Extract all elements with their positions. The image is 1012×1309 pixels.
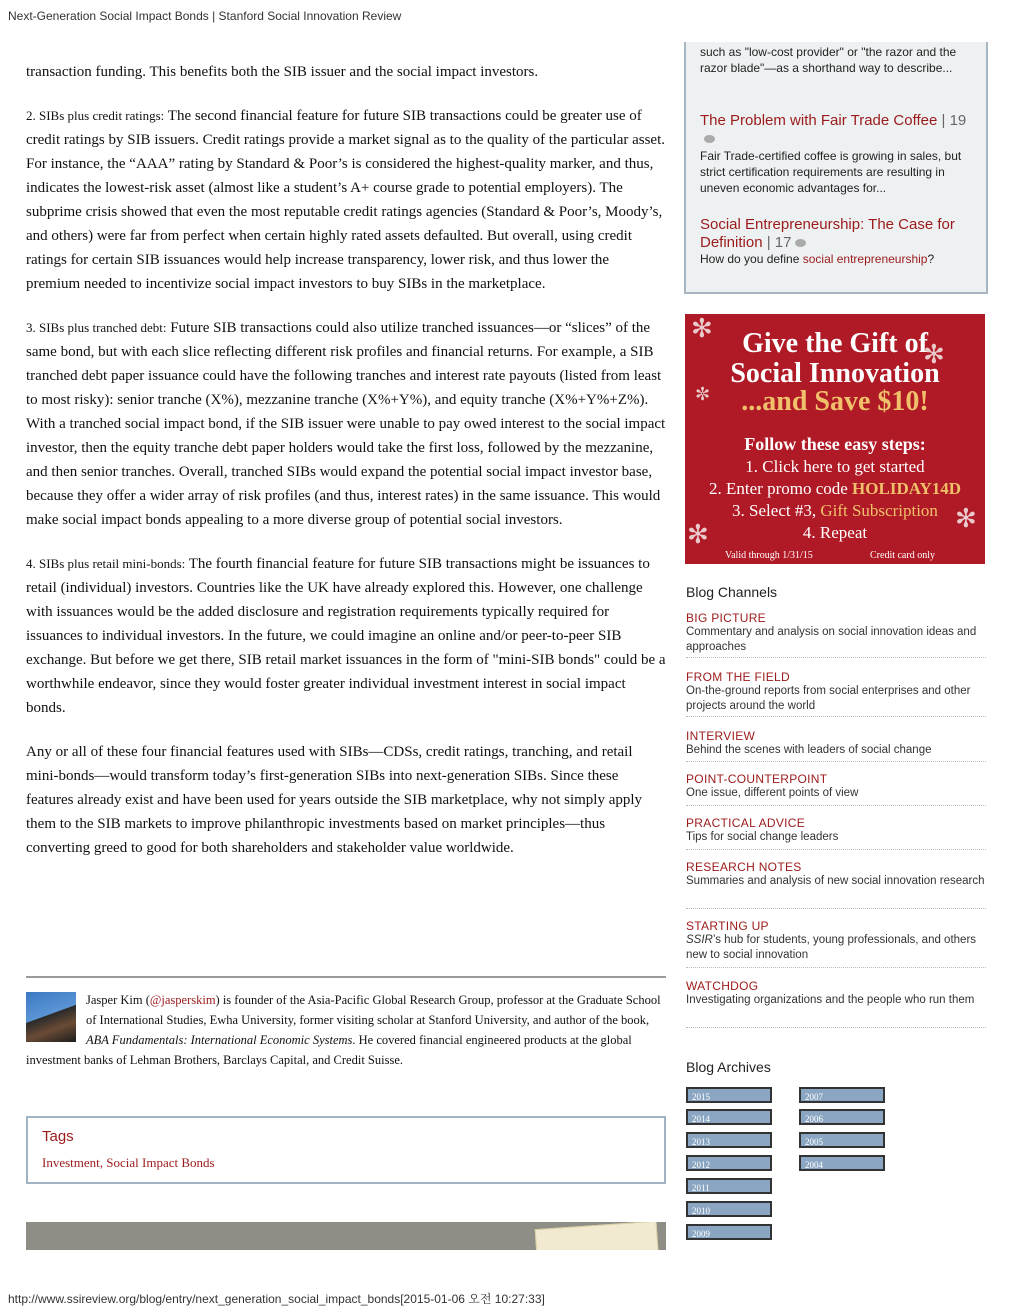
- gift-subscription-label: Gift Subscription: [820, 501, 938, 520]
- channel-name[interactable]: STARTING UP: [686, 919, 769, 933]
- comment-count: 19: [949, 112, 967, 129]
- channel-name[interactable]: POINT-COUNTERPOINT: [686, 772, 828, 786]
- ad-credit-text: Credit card only: [870, 550, 935, 561]
- footer-banner: [26, 1222, 666, 1250]
- paragraph-text: The fourth financial feature for future SIB transactions might be issuances to retail (individual) investors. Countries like the UK have already explored this. However, one challenge with issuances would be the added disclosure and registration requirements typically required for issuances to individual investors. In the future, we could imagine an online and/or peer-to-peer SIB exchange. But before we get there, SIB retail market issuances in the form of "mini-SIB bonds" could be a worthwhile endeavor, since they would foster greater individual investment interest in social impact bonds.: [26, 556, 666, 716]
- archive-year-button[interactable]: 2004: [799, 1155, 885, 1171]
- tag-link-investment[interactable]: Investment: [42, 1155, 100, 1170]
- author-book-title: ABA Fundamentals: International Economic Systems: [86, 1033, 353, 1047]
- gift-subscription-ad[interactable]: [685, 314, 985, 564]
- popular-item-title[interactable]: Social Entrepreneurship: The Case for Definition: [700, 216, 955, 251]
- ad-valid-text: Valid through 1/31/15: [725, 550, 813, 561]
- channel-name[interactable]: BIG PICTURE: [686, 611, 766, 625]
- paragraph-conclusion: Any or all of these four financial features used with SIBs—CDSs, credit ratings, tranching, and retail mini-bonds—would transform today’s first-generation SIBs into next-generation SIBs. Since these features already exist and have been used for years outside the SIB marketplace, why not simply apply them to the SIB markets to improve philanthropic investments based on market principles—thus converting greed to good for both shareholders and stakeholder value worldwide.: [26, 744, 643, 856]
- archive-year-button[interactable]: 2005: [799, 1132, 885, 1148]
- paragraph-label: 2. SIBs plus credit ratings:: [26, 108, 165, 123]
- channel-name[interactable]: PRACTICAL ADVICE: [686, 816, 806, 830]
- archive-year-button[interactable]: 2015: [686, 1087, 772, 1103]
- channel-name[interactable]: RESEARCH NOTES: [686, 860, 802, 874]
- promo-code: HOLIDAY14D: [852, 479, 961, 498]
- snowflake-icon: ✼: [695, 384, 711, 404]
- channel-item[interactable]: [686, 979, 986, 1028]
- ad-step-1[interactable]: 1. Click here to get started: [745, 457, 925, 476]
- paragraph-intro-tail: transaction funding. This benefits both the SIB issuer and the social impact investors.: [26, 64, 539, 80]
- ad-step-4: 4. Repeat: [802, 523, 868, 542]
- channel-name[interactable]: FROM THE FIELD: [686, 670, 790, 684]
- author-avatar: [26, 992, 76, 1042]
- comment-separator: |: [762, 234, 775, 251]
- ad-save: ...and Save $10!: [741, 386, 929, 417]
- author-twitter-link[interactable]: @jasperskim: [149, 993, 216, 1007]
- ad-headline: Give the Gift of: [742, 328, 928, 359]
- channel-desc: Behind the scenes with leaders of social change: [686, 744, 932, 756]
- channel-item[interactable]: [686, 860, 986, 909]
- ad-step-3: [685, 501, 985, 521]
- popular-item-1[interactable]: [700, 112, 976, 148]
- author-bio: [26, 976, 666, 1070]
- channel-name[interactable]: INTERVIEW: [686, 729, 756, 743]
- print-header-title: Next-Generation Social Impact Bonds | Stanford Social Innovation Review: [8, 9, 402, 23]
- snowflake-icon: ✻: [687, 520, 709, 549]
- popular-posts-box: [684, 42, 988, 294]
- tags-list: [42, 1155, 215, 1171]
- paragraph-label: 4. SIBs plus retail mini-bonds:: [26, 556, 186, 571]
- desc-text: How do you define: [700, 252, 803, 266]
- comment-count: 17: [774, 234, 792, 251]
- channel-item[interactable]: [686, 611, 986, 658]
- archive-year-button[interactable]: 2010: [686, 1201, 772, 1217]
- blog-channels-title: Blog Channels: [686, 584, 778, 600]
- channel-desc: Summaries and analysis of new social innovation research: [686, 875, 985, 887]
- channel-item[interactable]: [686, 772, 986, 806]
- desc-text: ?: [927, 252, 935, 266]
- channel-item[interactable]: [686, 729, 986, 762]
- comment-bubble-icon: [704, 135, 715, 143]
- channel-desc: Tips for social change leaders: [686, 831, 839, 843]
- channel-desc-text: ’s hub for students, young professionals, and others new to social innovation: [686, 934, 977, 961]
- tags-title: Tags: [42, 1128, 74, 1145]
- popular-prev-excerpt: such as "low-cost provider" or "the razor and the razor blade"—as a shorthand way to describe...: [700, 45, 957, 75]
- ad-step-text: 2. Enter promo code: [709, 479, 853, 498]
- archive-year-button[interactable]: 2013: [686, 1132, 772, 1148]
- magazine-image: [535, 1222, 660, 1250]
- paragraph-text: The second financial feature for future SIB transactions could be greater use of credit ratings by SIB issuers. Credit ratings provide a market signal as to the quality of the particular asset. For instance, the “AAA” rating by Standard & Poor’s is considered the highest-quality marker, and thus, indicates the lowest-risk asset (almost like a student’s A+ course grade to potential employers). The subprime crisis showed that even the most reputable credit ratings agencies (Standard & Poor’s, Moody’s, and others) were far from perfect when certain highly rated assets defaulted. But overall, using credit ratings for certain SIB issuances would help increase transparency, lower risk, and thus lower the premium needed to incentivize social impact investors to buy SIBs in the marketplace.: [26, 108, 666, 292]
- print-footer-url: http://www.ssireview.org/blog/entry/next_generation_social_impact_bonds[2015-01-06 오전 10:27:33]: [8, 1292, 545, 1306]
- social-entrepreneurship-link[interactable]: social entrepreneurship: [802, 252, 928, 266]
- tag-separator: ,: [99, 1155, 107, 1170]
- archive-year-button[interactable]: 2007: [799, 1087, 885, 1103]
- author-bio-text-end: . He covered financial engineered products at the global investment banks of Lehman Brothers, Barclays Capital, and Credit Suisse.: [26, 1033, 632, 1067]
- ad-steps-title: Follow these easy steps:: [744, 434, 926, 454]
- tags-box: [26, 1116, 666, 1184]
- ad-headline: Social Innovation: [730, 358, 940, 389]
- paragraph-tranched-debt: [26, 316, 666, 532]
- snowflake-icon: ✻: [955, 504, 977, 533]
- archive-year-button[interactable]: 2014: [686, 1109, 772, 1125]
- paragraph-credit-ratings: [26, 104, 666, 296]
- tag-link-social-impact-bonds[interactable]: Social Impact Bonds: [106, 1155, 215, 1170]
- paragraph-text: Future SIB transactions could also utilize tranched issuances—or “slices” of the same bond, but with each slice reflecting different risk profiles and financial returns. For example, a SIB tranched debt paper issuance could have the following tranches and interest rate payouts (listed from least to most risky): senior tranche (X%), mezzanine tranche (X%+Y%), and equity tranche (X%+Y%+Z%). With a tranched social impact bond, if the SIB issuer were unable to pay owed interest to the social impact investor, then the equity tranche debt paper holders would take the first loss, followed by the mezzanine, and then senior tranches. Overall, tranched SIBs would expand the potential social impact investor base, because they offer a wider array of risk profiles (and thus, interest rates) in the same issuance. This would make social impact bonds appealing to a more diverse group of potential social investors.: [26, 320, 666, 528]
- channel-desc: Investigating organizations and the people who run them: [686, 994, 975, 1006]
- snowflake-icon: ✻: [923, 340, 945, 369]
- comment-bubble-icon: [795, 239, 806, 247]
- channel-desc: On-the-ground reports from social enterprises and other projects around the world: [686, 685, 971, 712]
- author-name: Jasper Kim (: [86, 993, 150, 1007]
- channel-desc: [686, 933, 986, 963]
- popular-item-2[interactable]: [700, 216, 976, 252]
- channel-item[interactable]: [686, 816, 986, 850]
- channel-desc: Commentary and analysis on social innovation ideas and approaches: [686, 626, 977, 653]
- comment-separator: |: [937, 112, 950, 129]
- blog-archives-title: Blog Archives: [686, 1059, 771, 1075]
- snowflake-icon: ✻: [691, 314, 713, 343]
- channel-desc: One issue, different points of view: [686, 787, 859, 799]
- archive-year-button[interactable]: 2009: [686, 1224, 772, 1240]
- paragraph-retail-mini-bonds: [26, 552, 666, 720]
- ad-step-2: [685, 479, 985, 499]
- popular-item-desc: Fair Trade-certified coffee is growing in sales, but strict certification requirements are resulting in uneven economic advantages for...: [700, 149, 962, 195]
- article-body: [26, 60, 666, 880]
- popular-item-desc: [700, 251, 976, 267]
- popular-item-title[interactable]: The Problem with Fair Trade Coffee: [700, 112, 938, 129]
- ssir-abbrev: SSIR: [686, 934, 713, 946]
- channel-item[interactable]: [686, 670, 986, 717]
- channel-name[interactable]: WATCHDOG: [686, 979, 759, 993]
- author-bio-text: ) is founder of the Asia-Pacific Global Research Group, professor at the Graduate School of International Studies, Ewha University, former visiting scholar at Stanford University, and author of the book,: [86, 993, 661, 1027]
- ad-step-text: 3. Select #3,: [732, 501, 821, 520]
- archive-year-button[interactable]: 2012: [686, 1155, 772, 1171]
- channel-item[interactable]: [686, 919, 986, 968]
- archive-year-button[interactable]: 2011: [686, 1178, 772, 1194]
- paragraph-label: 3. SIBs plus tranched debt:: [26, 320, 167, 335]
- archive-year-button[interactable]: 2006: [799, 1109, 885, 1125]
